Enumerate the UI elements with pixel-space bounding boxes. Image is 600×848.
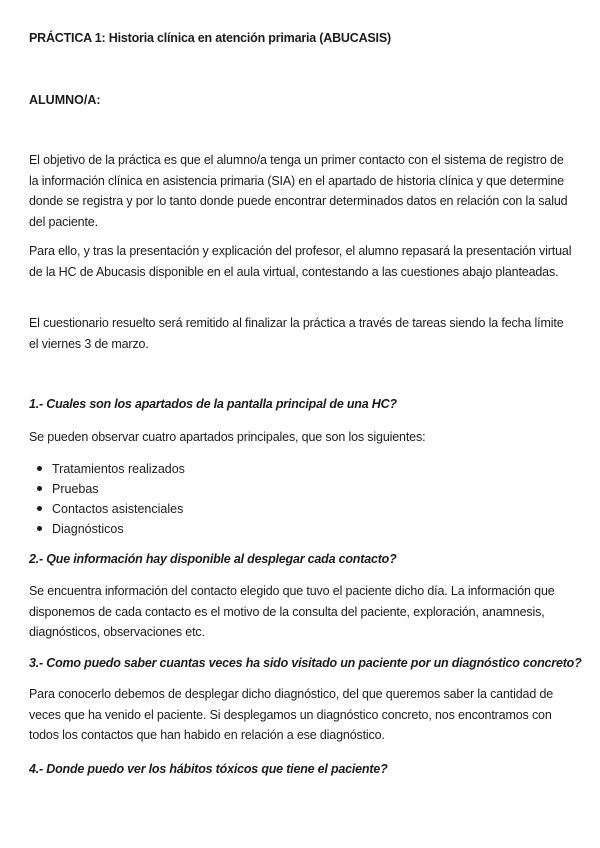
question-2: 2.- Que información hay disponible al desplegar cada contacto? (29, 552, 397, 566)
intro-paragraph-1: El objetivo de la práctica es que el alumno/a tenga un primer contacto con el sistema de registro de la información clínica en asistencia primaria (SIA) en el apartado de historia clínica y que determine donde se registra y por lo tanto donde puede encontrar determinados datos en relación con la salud del paciente. (29, 153, 568, 229)
list-item: Tratamientos realizados (29, 459, 185, 479)
answer-3: Para conocerlo debemos de desplegar dicho diagnóstico, del que queremos saber la cantidad de veces que ha venido el paciente. Si desplegamos un diagnóstico concreto, nos encontramos con todos los contactos que han habido en relación a ese diagnóstico. (29, 687, 554, 742)
student-label: ALUMNO/A: (29, 93, 101, 107)
document-title: PRÁCTICA 1: Historia clínica en atención primaria (ABUCASIS) (29, 31, 391, 45)
list-item: Diagnósticos (29, 519, 185, 539)
question-3: 3.- Como puedo saber cuantas veces ha sido visitado un paciente por un diagnóstico concreto? (29, 656, 582, 670)
question-1: 1.- Cuales son los apartados de la pantalla principal de una HC? (29, 397, 397, 411)
intro-paragraph-3: El cuestionario resuelto será remitido al finalizar la práctica a través de tareas siendo la fecha límite el viernes 3 de marzo. (29, 316, 564, 351)
answer-2: Se encuentra información del contacto elegido que tuvo el paciente dicho día. La información que disponemos de cada contacto es el motivo de la consulta del paciente, exploración, anamnesis, diagnósticos, observaciones etc. (29, 584, 555, 639)
question-4: 4.- Donde puedo ver los hábitos tóxicos que tiene el paciente? (29, 762, 388, 776)
intro-paragraph-2: Para ello, y tras la presentación y explicación del profesor, el alumno repasará la presentación virtual de la HC de Abucasis disponible en el aula virtual, contestando a las cuestiones abajo planteadas. (29, 244, 572, 279)
answer-1: Se pueden observar cuatro apartados principales, que son los siguientes: (29, 430, 426, 444)
list-item: Contactos asistenciales (29, 499, 185, 519)
answer-1-list (29, 459, 185, 539)
list-item: Pruebas (29, 479, 185, 499)
